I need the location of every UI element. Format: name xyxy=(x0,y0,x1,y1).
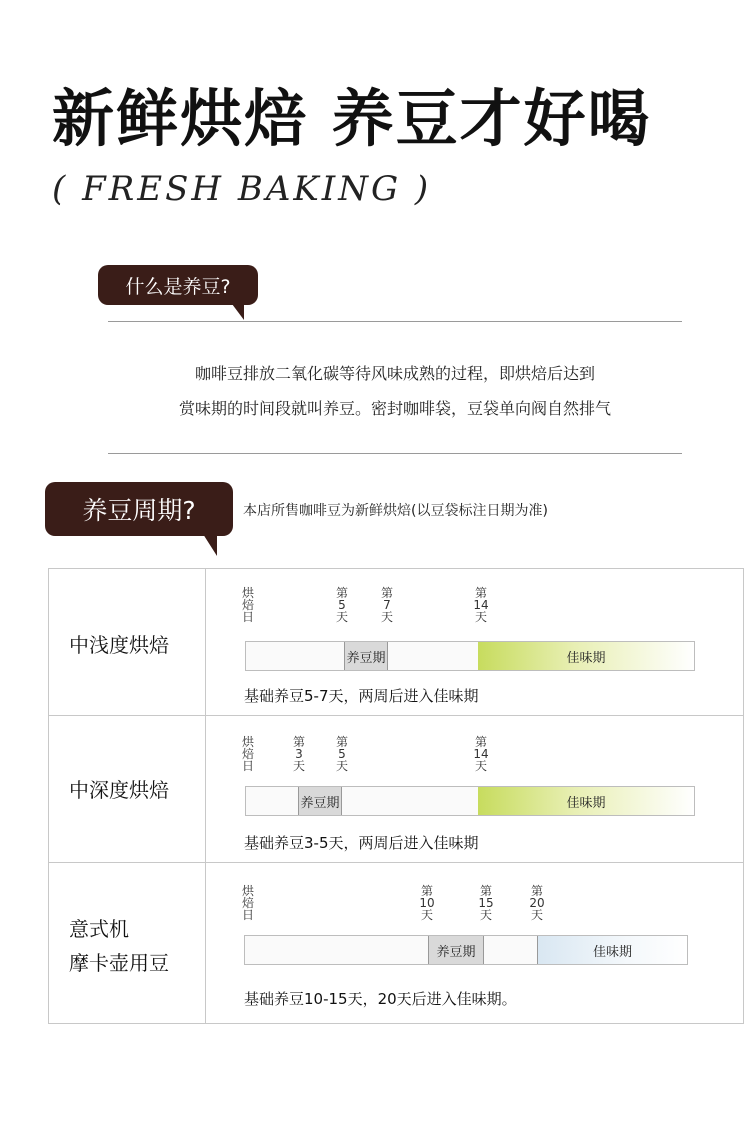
timeline-bar xyxy=(245,641,695,671)
table-row-espresso xyxy=(49,863,743,1023)
timeline-mark-day: 第 3 天 xyxy=(292,735,305,773)
timeline-mark-day: 第 14 天 xyxy=(473,735,489,773)
yangdou-period-segment: 养豆期 xyxy=(428,936,484,964)
page-subtitle: ( FRESH BAKING ) xyxy=(52,169,432,209)
yangdou-period-segment: 养豆期 xyxy=(298,787,342,815)
row-basis-text: 基础养豆5-7天，两周后进入佳味期 xyxy=(244,687,479,705)
timeline-mark-roast-day: 烘 焙 日 xyxy=(241,586,254,624)
cycle-bubble xyxy=(45,482,233,536)
description-line-1: 咖啡豆排放二氧化碳等待风味成熟的过程，即烘焙后达到 xyxy=(194,364,595,383)
timeline-mark-day: 第 7 天 xyxy=(380,586,393,624)
timeline-bar xyxy=(244,935,688,965)
cycle-note: 本店所售咖啡豆为新鲜烘焙(以豆袋标注日期为准) xyxy=(243,503,548,519)
cycle-label: 养豆周期? xyxy=(82,496,196,525)
row-label: 摩卡壶用豆 xyxy=(69,951,169,975)
description-line-2: 赏味期的时间段就叫养豆。密封咖啡袋，豆袋单向阀自然排气 xyxy=(178,399,611,418)
timeline-mark-roast-day: 烘 焙 日 xyxy=(241,884,254,922)
timeline-bar xyxy=(245,786,695,816)
timeline-mark-day: 第 5 天 xyxy=(335,735,348,773)
timeline-mark-day: 第 20 天 xyxy=(529,884,545,922)
what-is-yangdou-bubble xyxy=(98,265,258,305)
timeline-mark-day: 第 14 天 xyxy=(473,586,489,624)
row-label: 意式机 xyxy=(69,917,129,941)
timeline-mark-day: 第 15 天 xyxy=(478,884,494,922)
row-label: 中深度烘焙 xyxy=(69,778,169,802)
divider xyxy=(108,453,682,454)
speech-tail-icon xyxy=(203,534,217,556)
best-flavor-period-segment: 佳味期 xyxy=(478,787,694,815)
table-row-light-medium xyxy=(49,569,743,716)
best-flavor-period-segment: 佳味期 xyxy=(537,936,687,964)
timeline-mark-roast-day: 烘 焙 日 xyxy=(241,735,254,773)
speech-tail-icon xyxy=(232,304,244,320)
timeline-mark-day: 第 10 天 xyxy=(419,884,435,922)
page-title: 新鲜烘焙 养豆才好喝 xyxy=(52,82,652,155)
row-basis-text: 基础养豆3-5天，两周后进入佳味期 xyxy=(244,834,479,852)
row-basis-text: 基础养豆10-15天，20天后进入佳味期。 xyxy=(244,990,517,1008)
yangdou-period-segment: 养豆期 xyxy=(344,642,388,670)
divider xyxy=(108,321,682,322)
best-flavor-period-segment: 佳味期 xyxy=(478,642,694,670)
row-label: 中浅度烘焙 xyxy=(69,633,169,657)
timeline-mark-day: 第 5 天 xyxy=(335,586,348,624)
what-is-yangdou-label: 什么是养豆? xyxy=(125,275,231,298)
cycle-table xyxy=(48,568,744,1024)
table-row-medium-dark xyxy=(49,716,743,863)
